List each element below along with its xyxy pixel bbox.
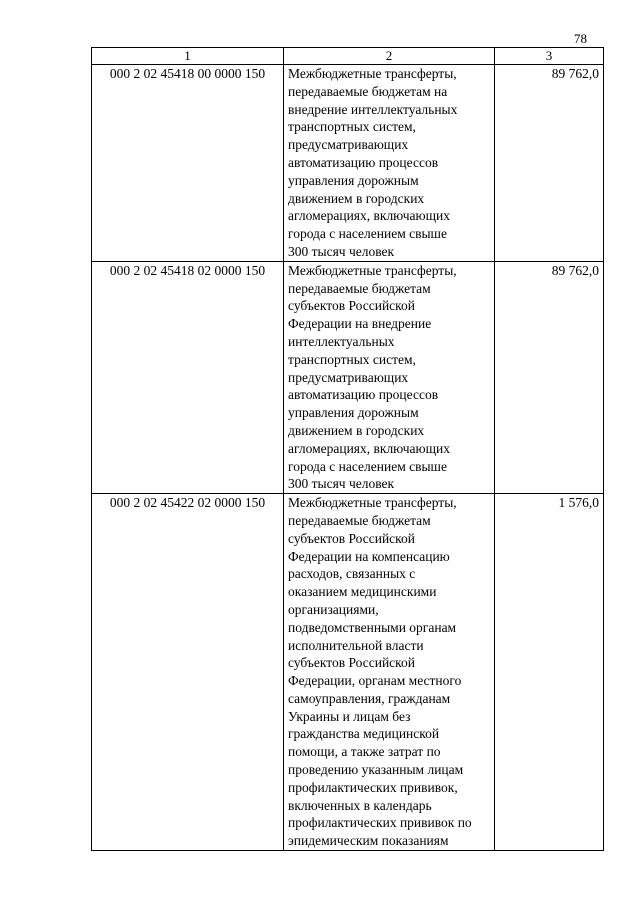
description-line: субъектов Российской <box>288 530 416 546</box>
description-line: движением в городских <box>288 190 425 206</box>
description-line: управления дорожным <box>288 405 419 421</box>
description-line: исполнительной власти <box>288 637 424 653</box>
description-line: внедрение интеллектуальных <box>288 101 458 117</box>
description-line: передаваемые бюджетам <box>288 280 431 296</box>
amount-cell: 89 762,0 <box>495 65 604 262</box>
description-line: самоуправления, гражданам <box>288 690 451 706</box>
description-line: Федерации на внедрение <box>288 316 432 332</box>
description-line: эпидемическим показаниям <box>288 833 449 849</box>
header-row <box>92 48 604 65</box>
budget-code-cell: 000 2 02 45418 02 0000 150 <box>92 261 284 493</box>
description-line: проведению указанным лицам <box>288 762 464 778</box>
description-line: 300 тысяч человек <box>288 243 395 259</box>
description-line: агломерациях, включающих <box>288 440 450 456</box>
budget-code-cell: 000 2 02 45418 00 0000 150 <box>92 65 284 262</box>
description-line: транспортных систем, <box>288 351 416 367</box>
description-line: интеллектуальных <box>288 333 395 349</box>
description-line: помощи, а также затрат по <box>288 744 441 760</box>
description-cell <box>284 494 495 851</box>
description-line: Федерации на компенсацию <box>288 548 450 564</box>
description-line: движением в городских <box>288 422 425 438</box>
column-header-3: 3 <box>495 48 604 65</box>
table-row <box>92 494 604 851</box>
description-line: передаваемые бюджетам на <box>288 83 448 99</box>
table-row <box>92 261 604 493</box>
description-line: города с населением свыше <box>288 458 447 474</box>
description-line: Межбюджетные трансферты, <box>288 66 457 81</box>
description-line: включенных в календарь <box>288 797 432 813</box>
budget-code-cell: 000 2 02 45422 02 0000 150 <box>92 494 284 851</box>
description-line: Межбюджетные трансферты, <box>288 495 457 511</box>
description-line: передаваемые бюджетам <box>288 512 431 528</box>
description-line: Украины и лицам без <box>288 708 411 724</box>
description-line: субъектов Российской <box>288 298 416 314</box>
column-header-1: 1 <box>92 48 284 65</box>
description-line: Федерации, органам местного <box>288 673 462 689</box>
description-line: автоматизацию процессов <box>288 154 439 170</box>
column-header-2: 2 <box>284 48 495 65</box>
description-line: организациями, <box>288 601 379 617</box>
description-line: агломерациях, включающих <box>288 208 450 224</box>
description-line: 300 тысяч человек <box>288 476 395 492</box>
description-line: управления дорожным <box>288 172 419 188</box>
description-line: предусматривающих <box>288 137 409 153</box>
description-line: подведомственными органам <box>288 619 457 635</box>
description-line: профилактических прививок, <box>288 779 458 795</box>
description-cell <box>284 65 495 262</box>
description-line: предусматривающих <box>288 369 409 385</box>
description-line: города с населением свыше <box>288 226 447 242</box>
description-line: гражданства медицинской <box>288 726 440 742</box>
amount-cell: 89 762,0 <box>495 261 604 493</box>
amount-cell: 1 576,0 <box>495 494 604 851</box>
description-line: расходов, связанных с <box>288 566 416 582</box>
description-line: транспортных систем, <box>288 119 416 135</box>
description-line: Межбюджетные трансферты, <box>288 262 457 278</box>
description-line: субъектов Российской <box>288 655 416 671</box>
budget-transfers-table <box>91 47 604 851</box>
description-line: автоматизацию процессов <box>288 387 439 403</box>
table-row <box>92 65 604 262</box>
description-cell <box>284 261 495 493</box>
description-line: оказанием медицинскими <box>288 584 437 600</box>
page-number: 78 <box>574 31 587 46</box>
description-line: профилактических прививок по <box>288 815 472 831</box>
